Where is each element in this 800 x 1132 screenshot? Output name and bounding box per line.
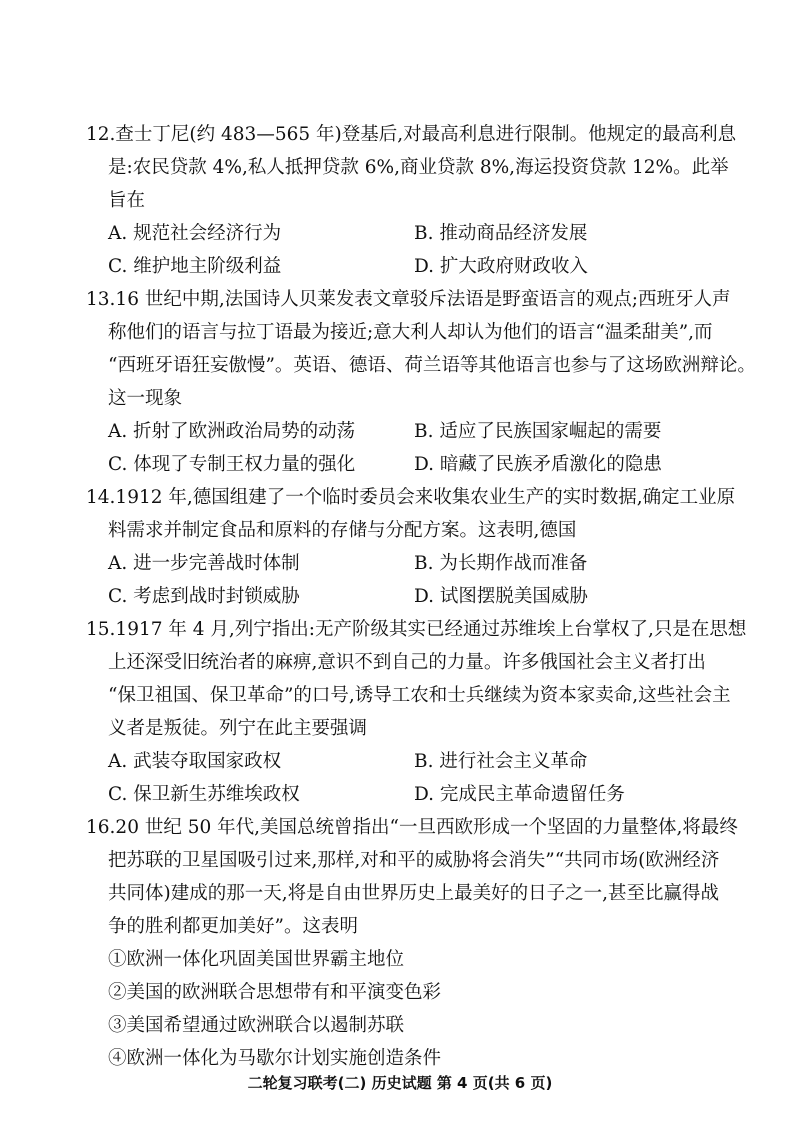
q15-stem-line: 义者是叛徒。列宁在此主要强调 (108, 718, 368, 739)
q15-option-c[interactable]: C. 保卫新生苏维埃政权 (108, 784, 300, 805)
q16-stem-line: 争的胜利都更加美好”。这表明 (108, 916, 358, 937)
q16-stem-line: 16.20 世纪 50 年代,美国总统曾指出“一旦西欧形成一个坚固的力量整体,将最终 (86, 817, 738, 838)
q12-option-b[interactable]: B. 推动商品经济发展 (414, 223, 588, 244)
q16-item: ②美国的欧洲联合思想带有和平演变色彩 (108, 982, 442, 1003)
q15-stem-line: “保卫祖国、保卫革命”的口号,诱导工农和士兵继续为资本家卖命,这些社会主 (108, 685, 731, 706)
q12-stem-line: 是:农民贷款 4%,私人抵押贷款 6%,商业贷款 8%,海运投资贷款 12%。此举 (108, 157, 729, 178)
q15-options-row (86, 745, 726, 778)
q14-option-c[interactable]: C. 考虑到战时封锁威胁 (108, 586, 300, 607)
q13-options-row (86, 415, 726, 448)
question-14 (86, 481, 736, 613)
q15-stem-line: 上还深受旧统治者的麻痹,意识不到自己的力量。许多俄国社会主义者打出 (108, 652, 706, 673)
q16-item: ①欧洲一体化巩固美国世界霸主地位 (108, 949, 405, 970)
q12-stem-line: 12.查士丁尼(约 483—565 年)登基后,对最高利息进行限制。他规定的最高利息 (86, 124, 737, 145)
q15-stem-line: 15.1917 年 4 月,列宁指出:无产阶级其实已经通过苏维埃上台掌权了,只是在思想 (86, 619, 747, 640)
q12-option-d[interactable]: D. 扩大政府财政收入 (414, 256, 588, 277)
q14-stem-line: 14.1912 年,德国组建了一个临时委员会来收集农业生产的实时数据,确定工业原 (86, 487, 736, 508)
q13-stem-line: 这一现象 (108, 388, 183, 409)
q14-options-row (86, 547, 726, 580)
q12-options-row (86, 250, 726, 283)
q16-stem-line: 共同体)建成的那一天,将是自由世界历史上最美好的日子之一,甚至比赢得战 (108, 883, 719, 904)
q13-options-row (86, 448, 726, 481)
q15-options-row (86, 778, 726, 811)
q13-option-b[interactable]: B. 适应了民族国家崛起的需要 (414, 421, 662, 442)
question-12 (86, 118, 737, 283)
q16-item: ④欧洲一体化为马歇尔计划实施创造条件 (108, 1048, 442, 1069)
q15-option-a[interactable]: A. 武装夺取国家政权 (108, 751, 282, 772)
question-13 (86, 283, 756, 481)
q14-stem-line: 料需求并制定食品和原料的存储与分配方案。这表明,德国 (108, 520, 577, 541)
q13-option-c[interactable]: C. 体现了专制王权力量的强化 (108, 454, 356, 475)
q13-stem-line: “西班牙语狂妄傲慢”。英语、德语、荷兰语等其他语言也参与了这场欧洲辩论。 (108, 355, 756, 376)
q13-option-d[interactable]: D. 暗藏了民族矛盾激化的隐患 (414, 454, 662, 475)
q12-options-row (86, 217, 726, 250)
q15-option-d[interactable]: D. 完成民主革命遗留任务 (414, 784, 625, 805)
q16-item: ③美国希望通过欧洲联合以遏制苏联 (108, 1015, 405, 1036)
q13-option-a[interactable]: A. 折射了欧洲政治局势的动荡 (108, 421, 356, 442)
question-16 (86, 811, 738, 1075)
q14-option-d[interactable]: D. 试图摆脱美国威胁 (414, 586, 588, 607)
question-15 (86, 613, 747, 811)
q15-option-b[interactable]: B. 进行社会主义革命 (414, 751, 588, 772)
q14-options-row (86, 580, 726, 613)
q13-stem-line: 称他们的语言与拉丁语最为接近;意大利人却认为他们的语言“温柔甜美”,而 (108, 322, 713, 343)
q12-stem-line: 旨在 (108, 190, 146, 211)
q12-option-a[interactable]: A. 规范社会经济行为 (108, 223, 282, 244)
page-footer: 二轮复习联考(二) 历史试题 第 4 页(共 6 页) (247, 1074, 553, 1092)
q12-option-c[interactable]: C. 维护地主阶级利益 (108, 256, 282, 277)
q14-option-a[interactable]: A. 进一步完善战时体制 (108, 553, 300, 574)
q16-stem-line: 把苏联的卫星国吸引过来,那样,对和平的威胁将会消失”“共同市场(欧洲经济 (108, 850, 720, 871)
q13-stem-line: 13.16 世纪中期,法国诗人贝莱发表文章驳斥法语是野蛮语言的观点;西班牙人声 (86, 289, 731, 310)
q14-option-b[interactable]: B. 为长期作战而准备 (414, 553, 588, 574)
